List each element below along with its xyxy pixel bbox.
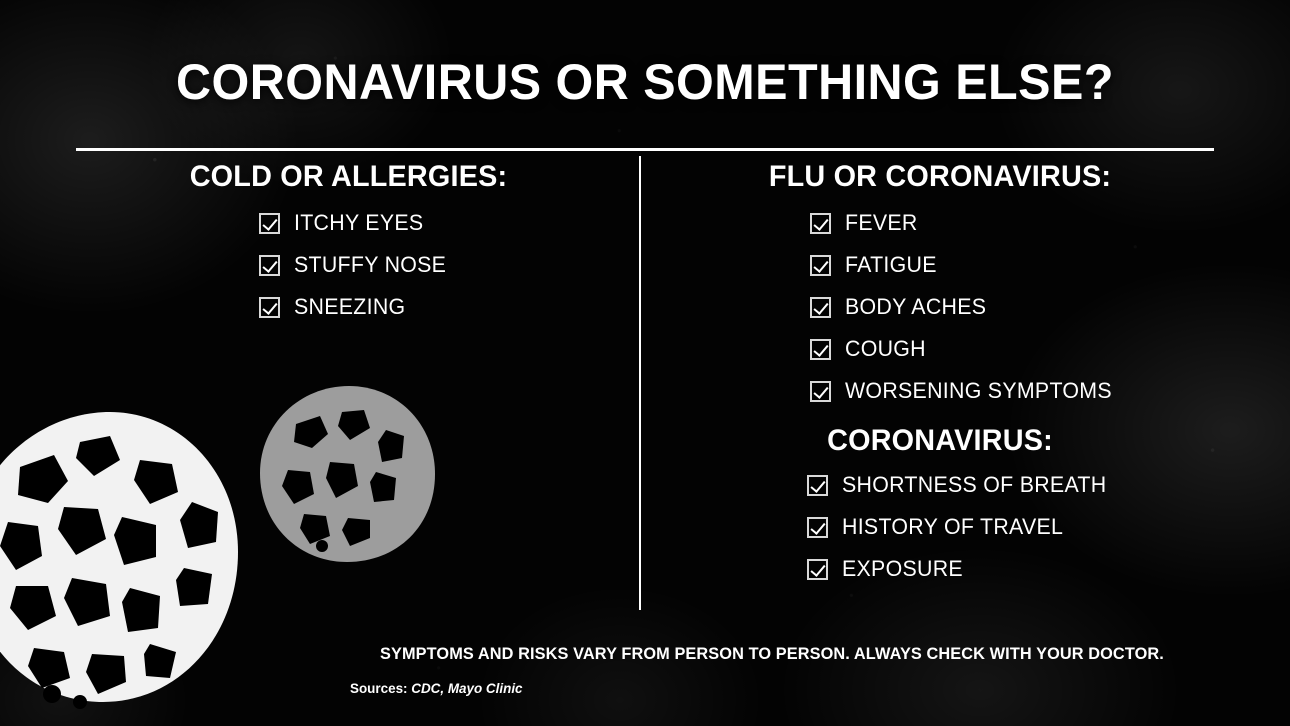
symptom-list-flu-coronavirus [660, 210, 1220, 404]
list-item[interactable] [259, 294, 621, 320]
checkbox-icon[interactable] [810, 213, 831, 234]
column-flu-or-coronavirus [660, 160, 1220, 598]
checkbox-icon[interactable] [810, 381, 831, 402]
list-item[interactable] [259, 252, 621, 278]
symptom-label: WORSENING SYMPTOMS [845, 378, 1112, 403]
sources-label: Sources: [350, 680, 408, 696]
symptom-label: EXPOSURE [842, 556, 963, 581]
coronavirus-particle-illustration-small [252, 378, 447, 568]
checkbox-icon[interactable] [807, 559, 828, 580]
symptom-label: SNEEZING [294, 294, 406, 319]
list-item[interactable] [810, 294, 1220, 320]
symptom-label: SHORTNESS OF BREATH [842, 472, 1107, 497]
checkbox-icon[interactable] [807, 475, 828, 496]
symptom-label: FATIGUE [845, 252, 937, 277]
list-item[interactable] [810, 210, 1220, 236]
list-item[interactable] [810, 378, 1220, 404]
list-item[interactable] [810, 336, 1220, 362]
symptom-label: HISTORY OF TRAVEL [842, 514, 1064, 539]
title-divider [76, 148, 1214, 151]
list-item[interactable] [810, 252, 1220, 278]
sources-line [350, 680, 523, 696]
sources-value: CDC, Mayo Clinic [411, 680, 523, 696]
checkbox-icon[interactable] [807, 517, 828, 538]
list-item[interactable] [259, 210, 621, 236]
list-item[interactable] [807, 472, 1220, 498]
column-divider [639, 156, 641, 610]
disclaimer-text: SYMPTOMS AND RISKS VARY FROM PERSON TO PERSON. ALWAYS CHECK WITH YOUR DOCTOR. [380, 644, 1164, 663]
page-title: CORONAVIRUS OR SOMETHING ELSE? [176, 54, 1114, 110]
symptom-label: COUGH [845, 336, 926, 361]
list-item[interactable] [807, 556, 1220, 582]
checkbox-icon[interactable] [259, 255, 280, 276]
checkbox-icon[interactable] [259, 297, 280, 318]
symptom-label: BODY ACHES [845, 294, 987, 319]
checkbox-icon[interactable] [810, 339, 831, 360]
checkbox-icon[interactable] [810, 255, 831, 276]
symptom-list-cold-allergies [76, 210, 621, 320]
symptom-label: STUFFY NOSE [294, 252, 447, 277]
symptom-label: ITCHY EYES [294, 210, 424, 235]
column-heading-coronavirus: CORONAVIRUS: [827, 424, 1053, 457]
column-heading-left: COLD OR ALLERGIES: [189, 160, 508, 193]
column-cold-or-allergies [76, 160, 621, 336]
checkbox-icon[interactable] [259, 213, 280, 234]
list-item[interactable] [807, 514, 1220, 540]
symptom-list-coronavirus [660, 472, 1220, 582]
symptom-label: FEVER [845, 210, 918, 235]
column-heading-right: FLU OR CORONAVIRUS: [768, 160, 1112, 193]
checkbox-icon[interactable] [810, 297, 831, 318]
